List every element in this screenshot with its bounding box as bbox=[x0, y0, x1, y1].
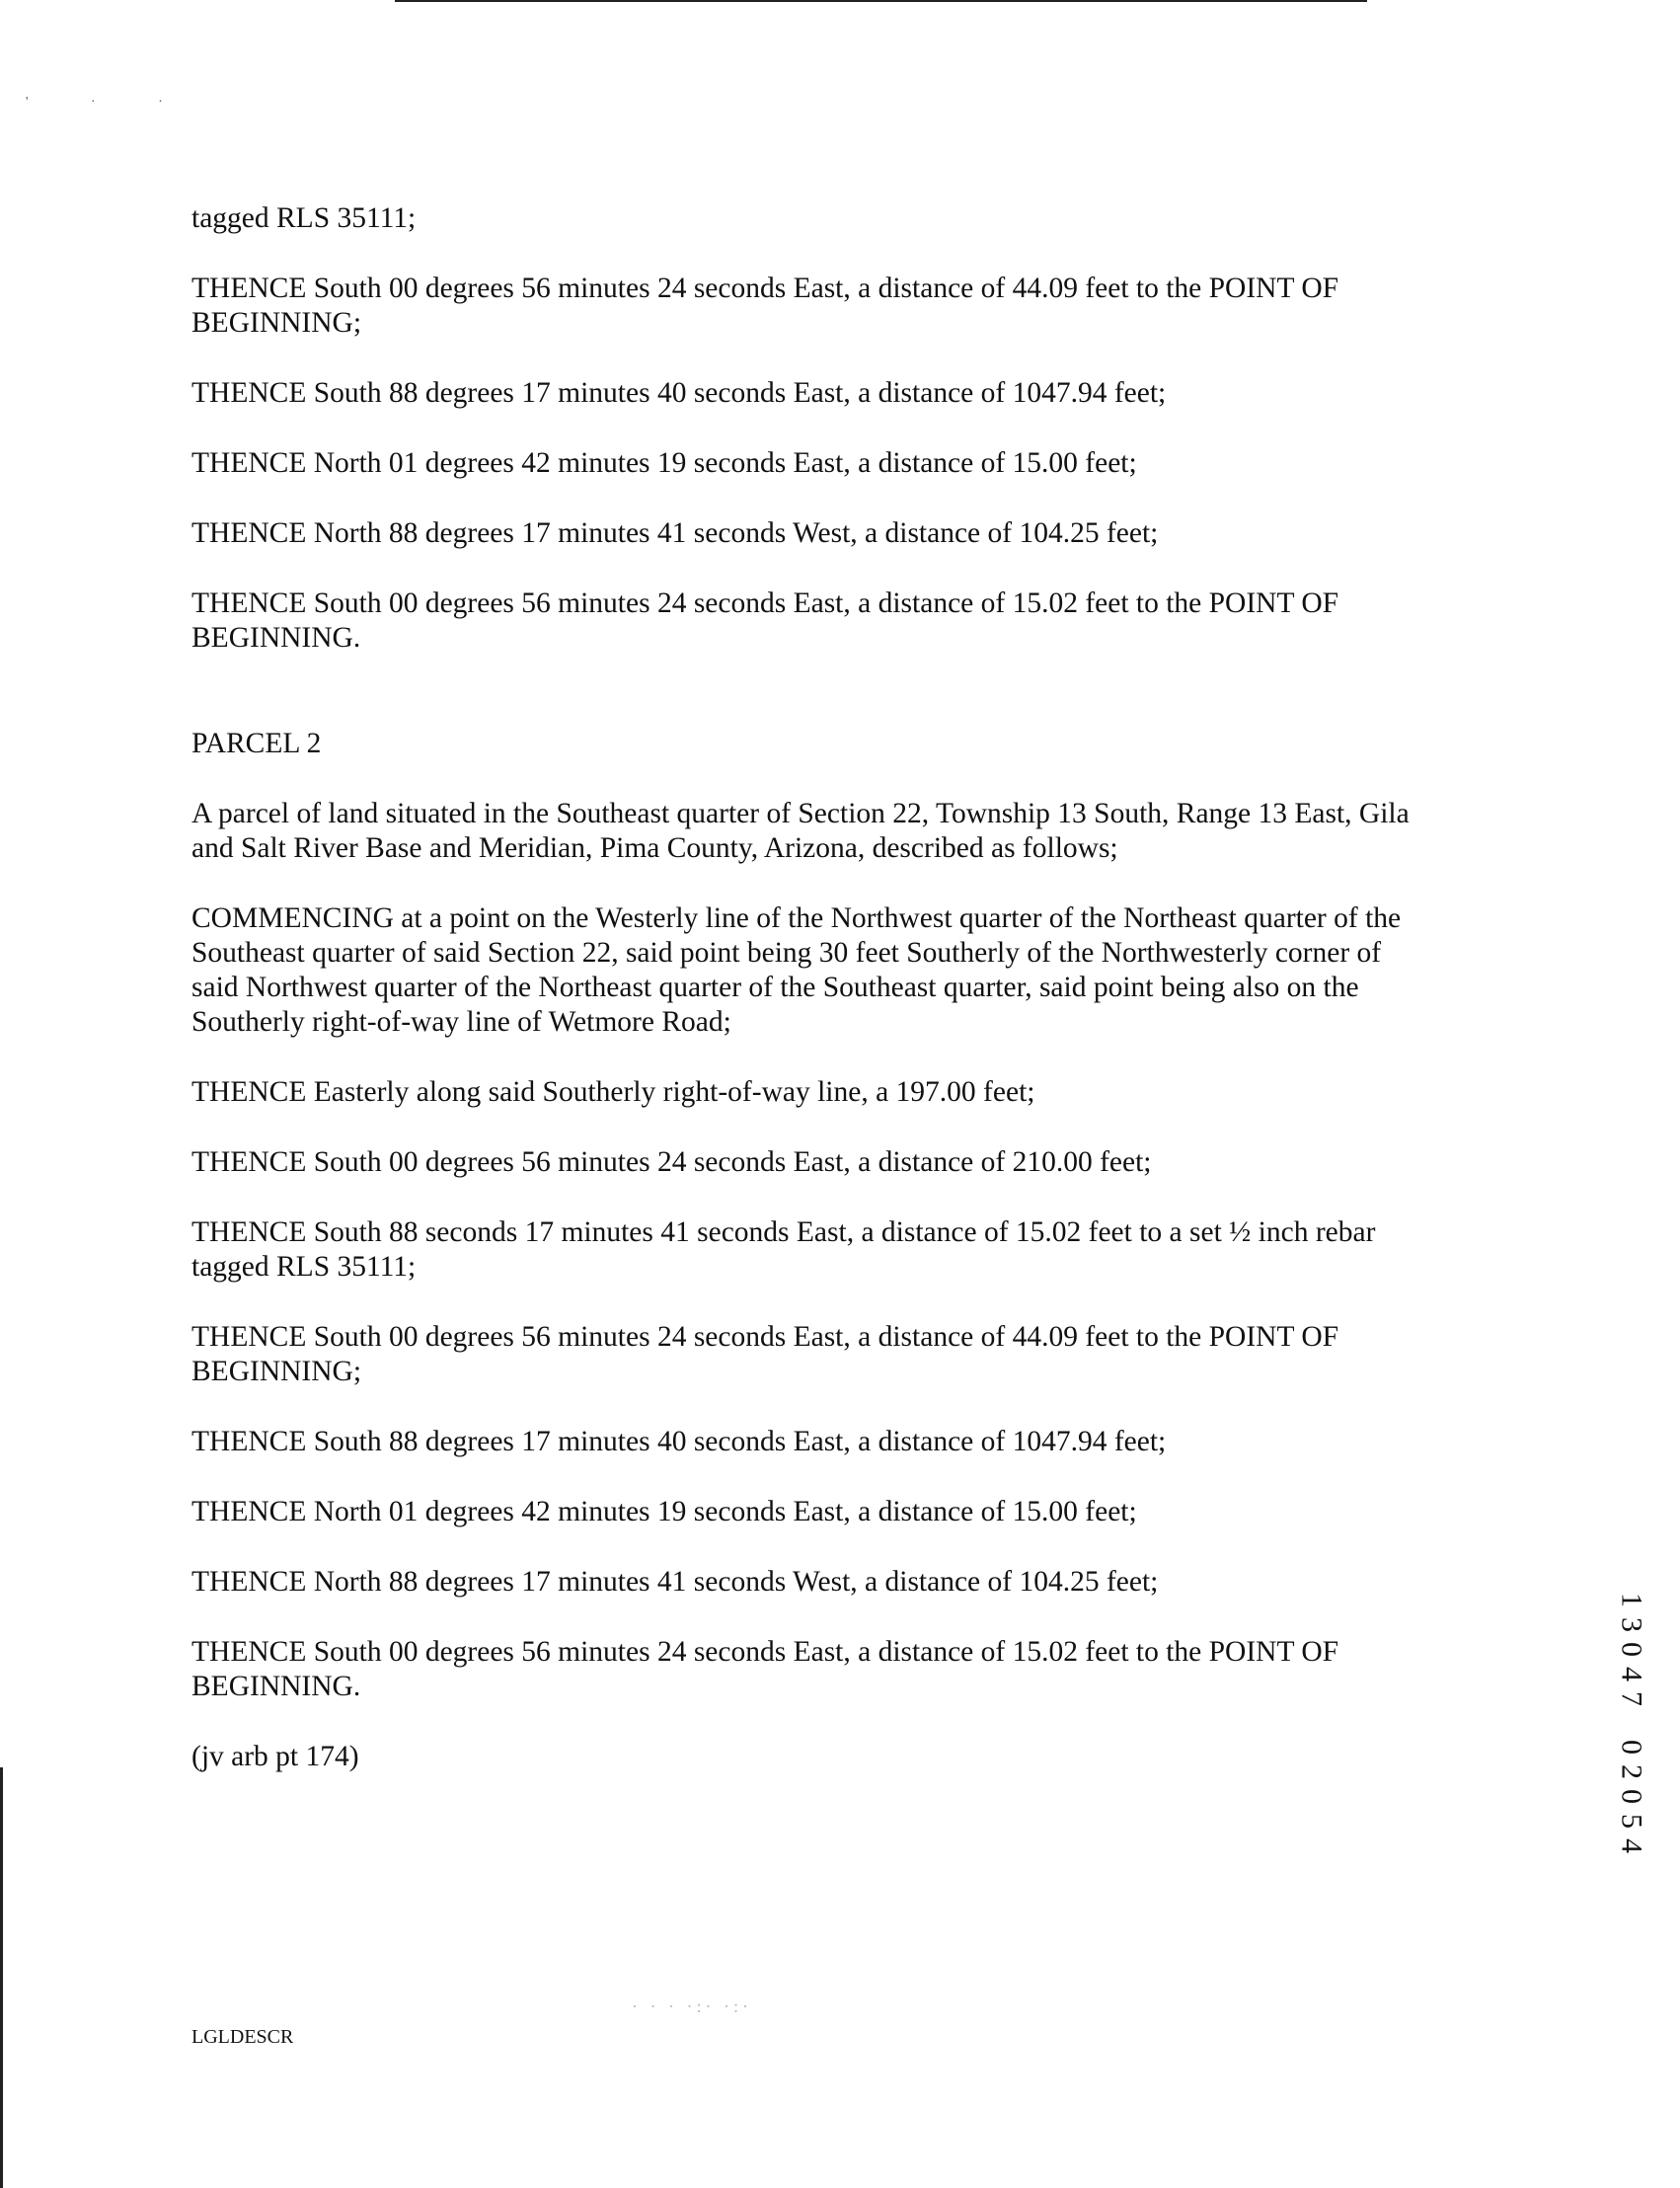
paragraph: THENCE South 00 degrees 56 minutes 24 seconds East, a distance of 15.02 feet to the POINT OF BEGINNING. bbox=[191, 587, 1339, 654]
paragraph: THENCE South 88 degrees 17 minutes 40 seconds East, a distance of 1047.94 feet; bbox=[191, 377, 1167, 409]
paragraph: THENCE South 88 seconds 17 minutes 41 seconds East, a distance of 15.02 feet to a set ½ inch rebar tagged RLS 35111; bbox=[191, 1216, 1376, 1283]
paragraph: THENCE Easterly along said Southerly right-of-way line, a 197.00 feet; bbox=[191, 1076, 1035, 1108]
stamp-digit: 7 bbox=[1615, 1691, 1648, 1706]
footer-code: LGLDESCR bbox=[191, 2026, 294, 2048]
paragraph: COMMENCING at a point on the Westerly line of the Northwest quarter of the Northeast quarter of the Southeast quarter of said Section 22, said point being 30 feet Southerly of the Northwesterly corner of said Northwest quarter of the Northeast quarter of the Southeast quarter, said point being also on the Southerly right-of-way line of Wetmore Road; bbox=[191, 902, 1402, 1038]
stamp-gap bbox=[1619, 1711, 1648, 1735]
legal-description bbox=[191, 201, 1485, 1810]
paragraph: THENCE North 88 degrees 17 minutes 41 seconds West, a distance of 104.25 feet; bbox=[191, 1566, 1159, 1598]
stamp-digit: 4 bbox=[1615, 1667, 1648, 1681]
scan-top-rule bbox=[395, 0, 1367, 2]
stamp-digit: 0 bbox=[1615, 1789, 1648, 1804]
stamp-digit: 0 bbox=[1615, 1642, 1648, 1657]
scan-smudge: · · · ·:· ·:· bbox=[632, 1996, 752, 2016]
paragraph: THENCE North 01 degrees 42 minutes 19 seconds East, a distance of 15.00 feet; bbox=[191, 447, 1137, 479]
scan-specks: ' · · bbox=[26, 95, 192, 110]
stamp-digit: 4 bbox=[1615, 1838, 1648, 1853]
paragraph: THENCE South 00 degrees 56 minutes 24 seconds East, a distance of 44.09 feet to the POINT OF BEGINNING; bbox=[191, 1321, 1339, 1387]
paragraph: (jv arb pt 174) bbox=[191, 1741, 359, 1772]
stamp-digit: 5 bbox=[1615, 1814, 1648, 1829]
stamp-digit: 2 bbox=[1615, 1764, 1648, 1779]
paragraph: THENCE South 00 degrees 56 minutes 24 seconds East, a distance of 15.02 feet to the POINT OF BEGINNING. bbox=[191, 1636, 1339, 1702]
paragraph: THENCE North 88 degrees 17 minutes 41 seconds West, a distance of 104.25 feet; bbox=[191, 517, 1159, 549]
paragraph: THENCE North 01 degrees 42 minutes 19 seconds East, a distance of 15.00 feet; bbox=[191, 1496, 1137, 1527]
paragraph: tagged RLS 35111; bbox=[191, 202, 417, 234]
stamp-digit: 1 bbox=[1615, 1593, 1648, 1607]
stamp-digit: 0 bbox=[1615, 1740, 1648, 1755]
stamp-digit: 3 bbox=[1615, 1617, 1648, 1632]
paragraph: A parcel of land situated in the Southeast quarter of Section 22, Township 13 South, Range 13 East, Gila and Salt River Base and Meridian, Pima County, Arizona, described as follows; bbox=[191, 798, 1410, 864]
paragraph: THENCE South 00 degrees 56 minutes 24 seconds East, a distance of 210.00 feet; bbox=[191, 1146, 1152, 1178]
recording-stamp bbox=[1615, 1588, 1648, 1858]
parcel-heading: PARCEL 2 bbox=[191, 728, 322, 759]
scan-left-edge bbox=[0, 1767, 3, 2188]
paragraph: THENCE South 00 degrees 56 minutes 24 seconds East, a distance of 44.09 feet to the POINT OF BEGINNING; bbox=[191, 273, 1339, 339]
paragraph: THENCE South 88 degrees 17 minutes 40 seconds East, a distance of 1047.94 feet; bbox=[191, 1426, 1167, 1457]
